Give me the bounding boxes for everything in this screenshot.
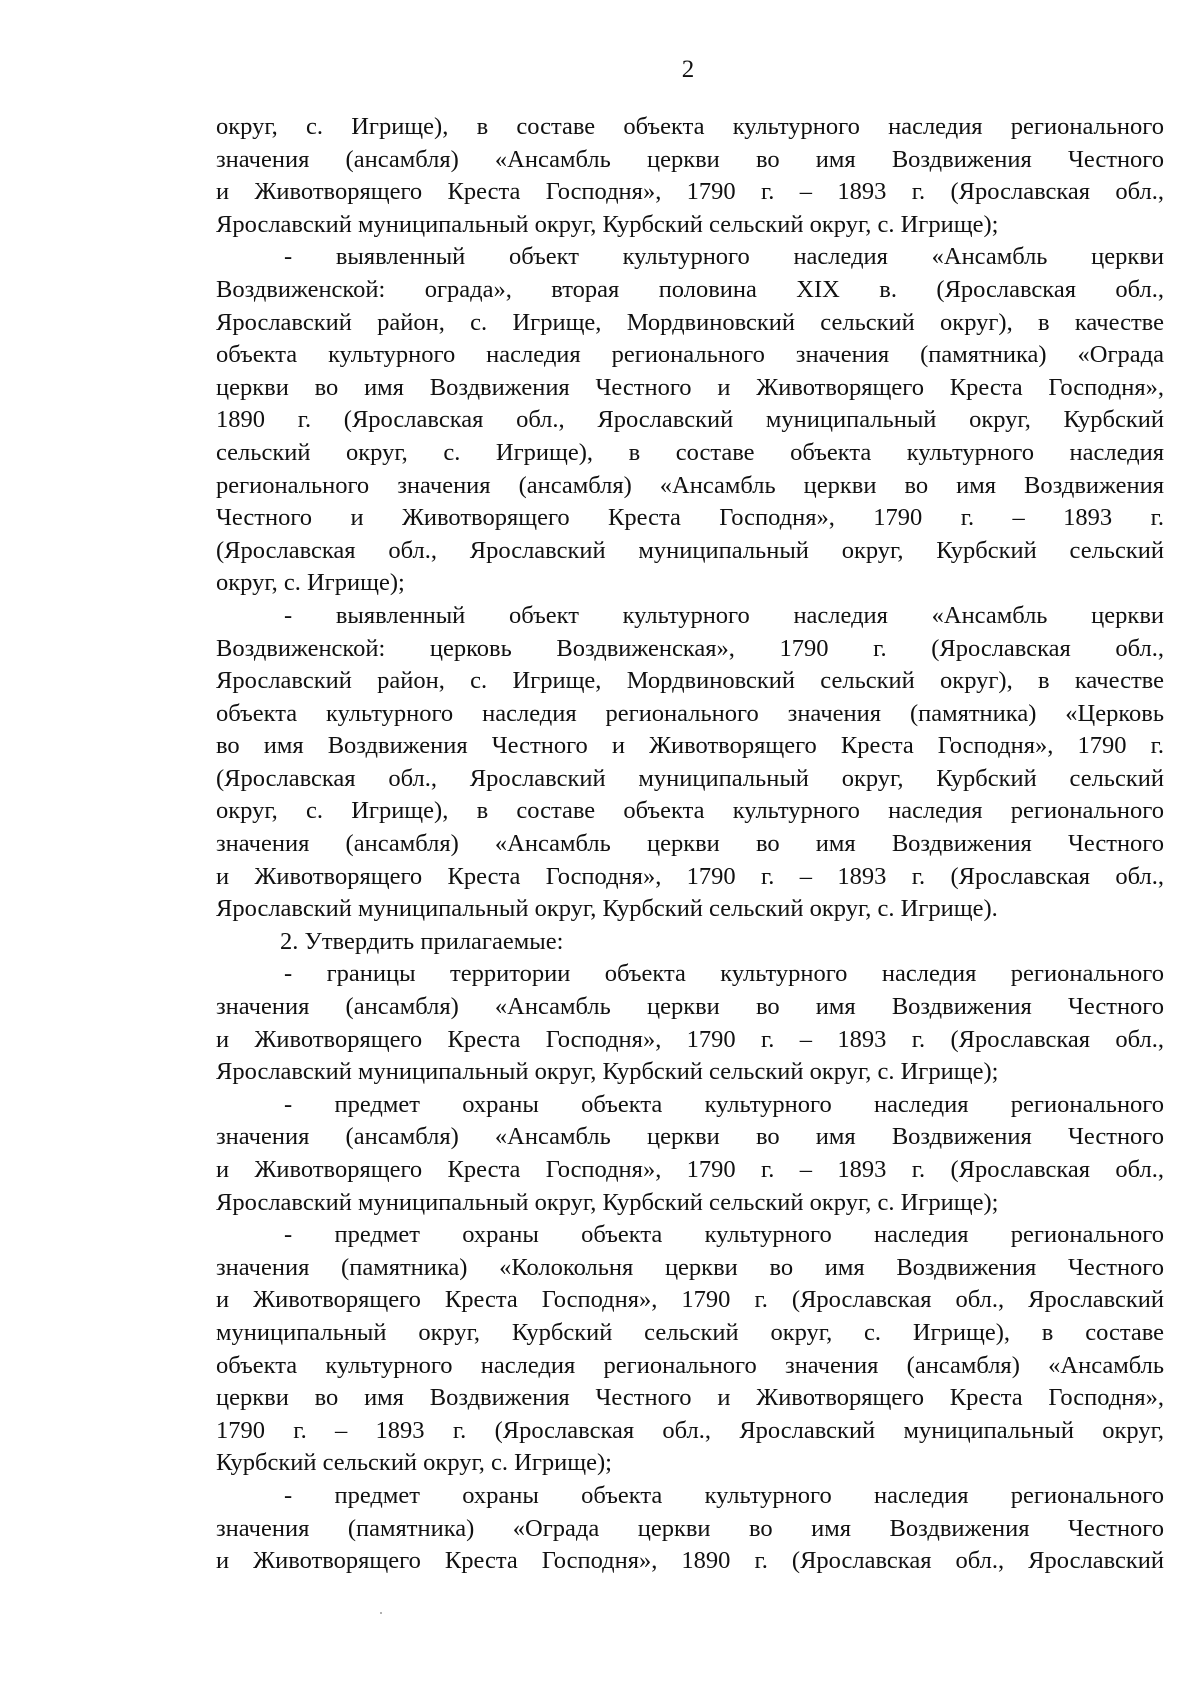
text-line: и Животворящего Креста Господня», 1790 г. – 1893 г. (Ярославская обл., — [216, 862, 1164, 890]
text-line: Ярославский муниципальный округ, Курбский сельский округ, с. Игрище). — [216, 895, 998, 923]
text-line: значения (ансамбля) «Ансамбль церкви во имя Воздвижения Честного — [216, 830, 1164, 858]
text-line: округ, с. Игрище), в составе объекта культурного наследия регионального — [216, 797, 1164, 825]
text-line: и Животворящего Креста Господня», 1790 г. – 1893 г. (Ярославская обл., — [216, 1156, 1164, 1183]
text-line: объекта культурного наследия регионального значения (ансамбля) «Ансамбль — [216, 1351, 1164, 1379]
text-line: и Животворящего Креста Господня», 1790 г. – 1893 г. (Ярославская обл., — [216, 178, 1164, 206]
text-line: значения (памятника) «Ограда церкви во имя Воздвижения Честного — [216, 1514, 1164, 1542]
text-line: Честного и Животворящего Креста Господня», 1790 г. – 1893 г. — [216, 504, 1164, 532]
text-line: (Ярославская обл., Ярославский муниципальный округ, Курбский сельский — [216, 764, 1164, 792]
page-number: 2 — [681, 56, 695, 83]
text-line: округ, с. Игрище), в составе объекта культурного наследия регионального — [216, 113, 1164, 140]
text-line: - границы территории объекта культурного наследия регионального — [284, 960, 1164, 988]
text-line: объекта культурного наследия регионального значения (памятника) «Церковь — [216, 699, 1164, 727]
text-line: - выявленный объект культурного наследия «Ансамбль церкви — [284, 601, 1164, 629]
text-line: 2. Утвердить прилагаемые: — [280, 927, 564, 955]
text-line: - предмет охраны объекта культурного наследия регионального — [284, 1481, 1164, 1509]
scan-speck — [380, 1612, 382, 1614]
text-line: и Животворящего Креста Господня», 1890 г. (Ярославская обл., Ярославский — [216, 1547, 1164, 1575]
text-line: Воздвиженской: ограда», вторая половина XIX в. (Ярославская обл., — [216, 275, 1164, 303]
text-line: объекта культурного наследия регионального значения (памятника) «Ограда — [216, 341, 1164, 369]
text-line: муниципальный округ, Курбский сельский округ, с. Игрище), в составе — [216, 1318, 1164, 1346]
text-line: церкви во имя Воздвижения Честного и Животворящего Креста Господня», — [216, 373, 1164, 401]
text-line: во имя Воздвижения Честного и Животворящего Креста Господня», 1790 г. — [216, 732, 1164, 760]
text-line: Ярославский муниципальный округ, Курбский сельский округ, с. Игрище); — [216, 210, 999, 238]
text-line: - предмет охраны объекта культурного наследия регионального — [284, 1090, 1164, 1118]
text-line: церкви во имя Воздвижения Честного и Животворящего Креста Господня», — [216, 1384, 1164, 1412]
text-line: - выявленный объект культурного наследия «Ансамбль церкви — [284, 243, 1164, 271]
text-line: - предмет охраны объекта культурного наследия регионального — [284, 1221, 1164, 1249]
document-body — [216, 111, 1164, 1578]
text-line: значения (памятника) «Колокольня церкви во имя Воздвижения Честного — [216, 1253, 1164, 1281]
text-line: значения (ансамбля) «Ансамбль церкви во имя Воздвижения Честного — [216, 993, 1164, 1021]
text-line: и Животворящего Креста Господня», 1790 г. (Ярославская обл., Ярославский — [216, 1286, 1164, 1314]
text-line: и Животворящего Креста Господня», 1790 г. – 1893 г. (Ярославская обл., — [216, 1025, 1164, 1053]
text-line: Курбский сельский округ, с. Игрище); — [216, 1449, 612, 1477]
text-line: регионального значения (ансамбля) «Ансамбль церкви во имя Воздвижения — [216, 471, 1164, 499]
text-line: 1790 г. – 1893 г. (Ярославская обл., Ярославский муниципальный округ, — [216, 1416, 1164, 1444]
text-line: значения (ансамбля) «Ансамбль церкви во имя Воздвижения Честного — [216, 1123, 1164, 1151]
text-line: Ярославский район, с. Игрище, Мордвиновский сельский округ), в качестве — [216, 308, 1164, 336]
text-line: Ярославский муниципальный округ, Курбский сельский округ, с. Игрище); — [216, 1188, 999, 1216]
text-line: округ, с. Игрище); — [216, 569, 405, 597]
text-line: сельский округ, с. Игрище), в составе объекта культурного наследия — [216, 438, 1164, 466]
text-line: Ярославский район, с. Игрище, Мордвиновский сельский округ), в качестве — [216, 667, 1164, 695]
text-line: Воздвиженской: церковь Воздвиженская», 1790 г. (Ярославская обл., — [216, 634, 1164, 662]
text-line: Ярославский муниципальный округ, Курбский сельский округ, с. Игрище); — [216, 1058, 999, 1086]
text-line: (Ярославская обл., Ярославский муниципальный округ, Курбский сельский — [216, 536, 1164, 564]
text-line: 1890 г. (Ярославская обл., Ярославский муниципальный округ, Курбский — [216, 406, 1164, 434]
text-line: значения (ансамбля) «Ансамбль церкви во имя Воздвижения Честного — [216, 145, 1164, 173]
